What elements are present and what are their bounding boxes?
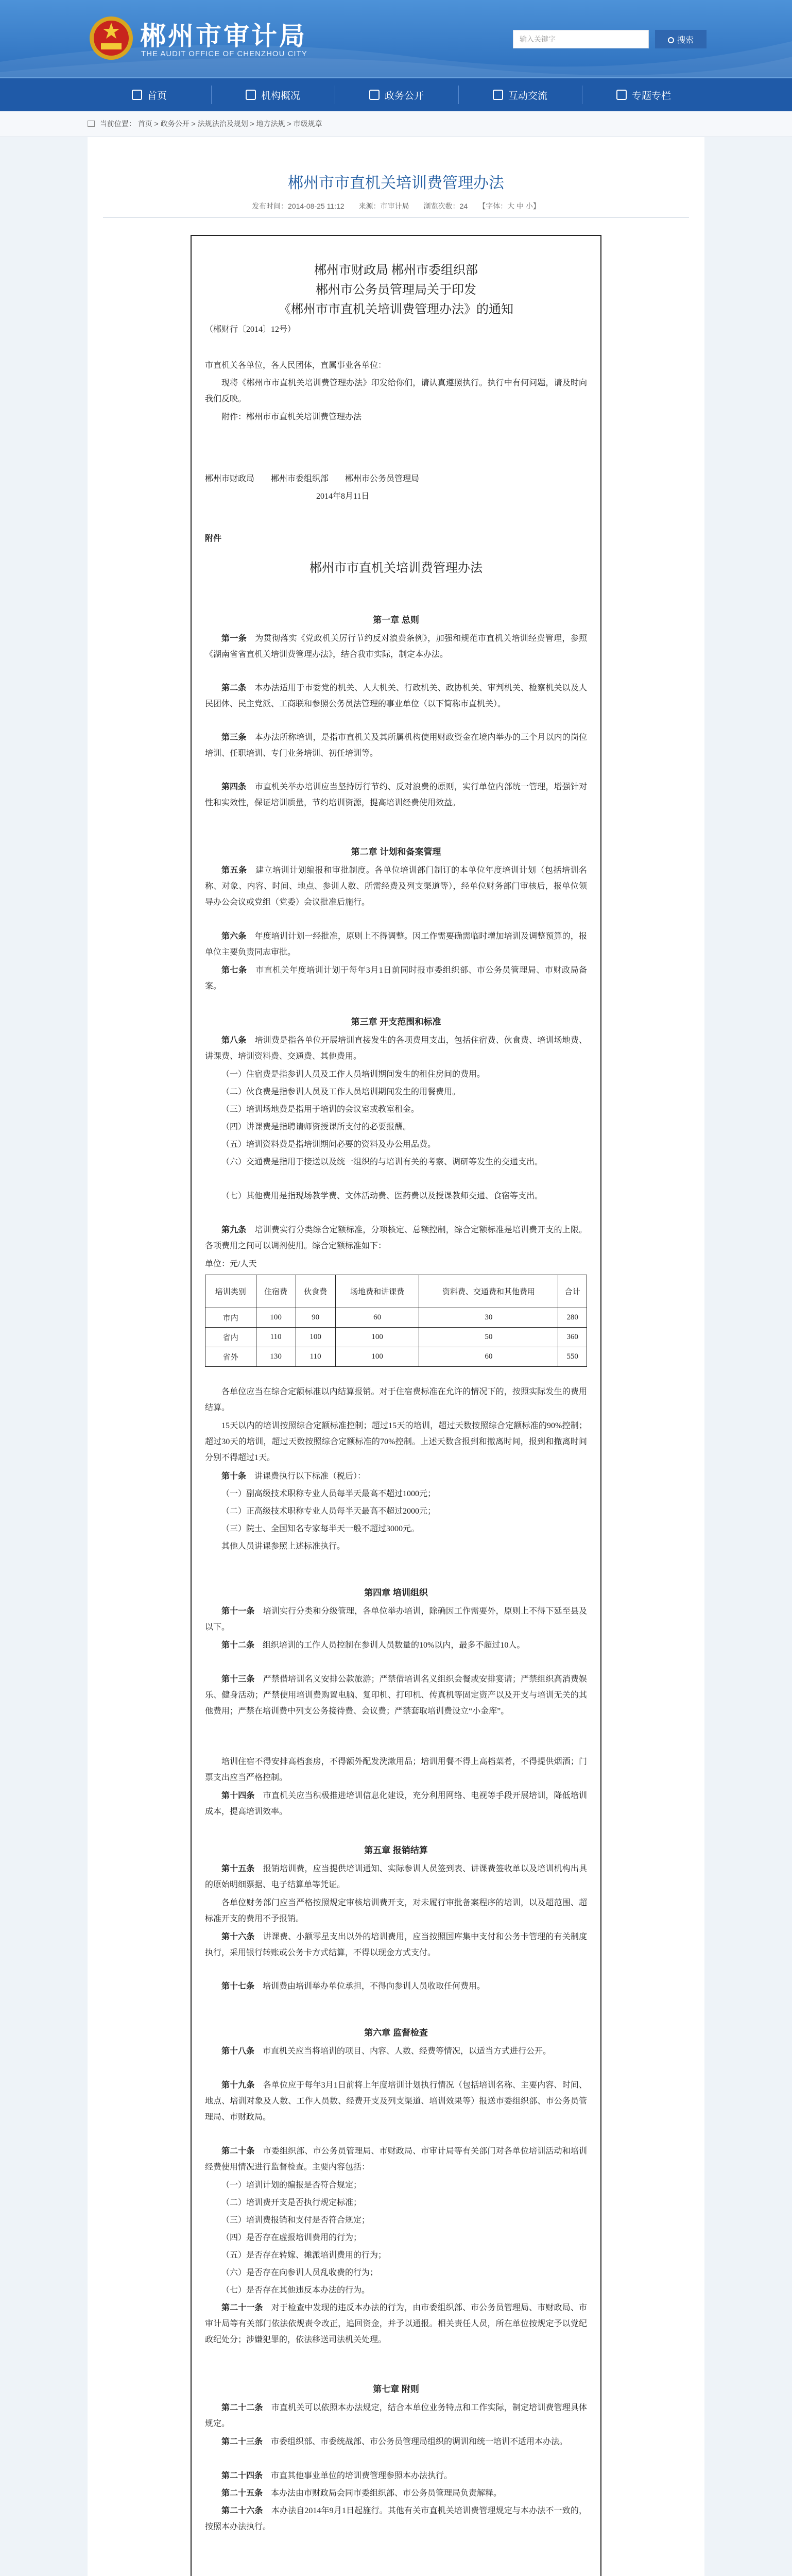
article-text: 市直机关应当将培训的项目、内容、人数、经费等情况，以适当方式进行公开。	[263, 2047, 552, 2056]
table-cell: 60	[419, 1347, 558, 1367]
article-paragraph	[205, 1222, 587, 1254]
article-text: 市直机关举办培训应当坚持厉行节约、反对浪费的原则，实行单位内部统一管理，增强针对性和实效性，保证培训质量，节约培训资源，提高培训经费使用效益。	[205, 783, 587, 807]
article-number: 第十四条	[221, 1791, 255, 1800]
chapter-heading: 第四章 培训组织	[364, 1588, 428, 1598]
table-cell: 280	[558, 1308, 587, 1328]
site-title[interactable]: 郴州市审计局	[140, 22, 307, 50]
nav-item-label: 专题专栏	[631, 90, 671, 101]
article-number: 第五条	[221, 866, 247, 875]
article-number: 第二十四条	[221, 2471, 263, 2480]
article-paragraph	[205, 1861, 587, 1893]
clause-item: （一）培训计划的编报是否符合规定；	[221, 2181, 362, 2190]
article-paragraph	[205, 2400, 587, 2432]
doc-head-line: 《郴州市市直机关培训费管理办法》的通知	[279, 303, 513, 316]
clause-item: （六）交通费是指用于接送以及统一组织的与培训有关的考察、调研等发生的交通支出。	[221, 1158, 543, 1166]
nav-item-interaction[interactable]	[458, 78, 582, 111]
search-input[interactable]: 输入关键字	[513, 30, 649, 48]
document-body	[191, 235, 601, 2576]
clause-item: （二）正高级技术职称专业人员每半天最高不超过2000元；	[221, 1507, 436, 1516]
table-header-cell: 场地费和讲课费	[335, 1275, 419, 1308]
clause-item: （一）住宿费是指参训人员及工作人员培训期间发生的租住房间的费用。	[221, 1070, 486, 1079]
article-text: 市直其他事业单位的培训费管理参照本办法执行。	[271, 2471, 453, 2480]
table-cell: 50	[419, 1328, 558, 1347]
article-number: 第二十五条	[221, 2489, 263, 2498]
table-header-cell: 住宿费	[256, 1275, 296, 1308]
article-text: 年度培训计划一经批准，原则上不得调整。因工作需要确需临时增加培训及调整预算的，报单位主要负责同志审批。	[205, 932, 587, 957]
article-text: 培训费实行分类综合定额标准，分项核定、总额控制，综合定额标准是培训费开支的上限。各项费用之间可以调剂使用。综合定额标准如下：	[205, 1226, 587, 1250]
article-paragraph	[205, 1032, 587, 1064]
divider	[103, 217, 689, 218]
article-number: 第二十三条	[221, 2437, 263, 2446]
table-cell: 110	[256, 1328, 296, 1347]
breadcrumb-link-local-rules[interactable]: 地方法规	[256, 120, 285, 128]
article-text: 市直机关年度培训计划于每年3月1日前同时报市委组织部、市公务员管理局、市财政局备案。	[205, 966, 587, 991]
search-button[interactable]	[655, 30, 707, 48]
table-cell: 省外	[205, 1347, 256, 1367]
breadcrumb-separator: >	[154, 120, 159, 128]
article-number: 第八条	[221, 1036, 247, 1045]
doc-signers: 郴州市财政局 郴州市委组织部 郴州市公务员管理局	[205, 474, 420, 483]
article-paragraph	[205, 1978, 587, 1994]
table-cell: 市内	[205, 1308, 256, 1328]
topic-icon	[616, 90, 627, 100]
nav-item-label: 首页	[147, 90, 167, 101]
article-container	[88, 137, 704, 2576]
org-icon	[246, 90, 256, 100]
table-header-cell: 合计	[558, 1275, 587, 1308]
article-number: 第六条	[221, 932, 247, 941]
article-text: 报销培训费，应当提供培训通知、实际参训人员签到表、讲课费签收单以及培训机构出具的原始明细票据、电子结算单等凭证。	[205, 1865, 587, 1889]
article-text: 为贯彻落实《党政机关厉行节约反对浪费条例》，加强和规范市直机关培训经费管理，参照《湖南省省直机关培训费管理办法》，结合我市实际，制定本办法。	[205, 634, 587, 659]
clause-item: （二）伙食费是指参训人员及工作人员培训期间发生的用餐费用。	[221, 1088, 461, 1096]
doc-head-line: 郴州市公务员管理局关于印发	[316, 283, 476, 297]
article-text: 对于检查中发现的违反本办法的行为，由市委组织部、市公务员管理局、市财政局、市审计局等有关部门依法依规责令改正，追回资金，并予以通报。相关责任人员，所在单位按规定予以党纪政纪处分；涉嫌犯罪的，依法移送司法机关处理。	[205, 2303, 587, 2344]
article-paragraph	[205, 962, 587, 994]
article-number: 第二十二条	[221, 2403, 263, 2412]
article-paragraph	[205, 2485, 587, 2501]
table-cell: 90	[296, 1308, 335, 1328]
article-paragraph	[205, 928, 587, 960]
chapter-heading: 第三章 开支范围和标准	[351, 1017, 441, 1027]
article-number: 第十八条	[221, 2047, 255, 2056]
clause-item: （四）讲课费是指聘请师资授课所支付的必要报酬。	[221, 1123, 411, 1131]
article-text: 市委组织部、市公务员管理局、市财政局、市审计局等有关部门对各单位培训活动和培训经费使用情况进行监督检查。主要内容包括：	[205, 2147, 587, 2172]
main-nav	[0, 77, 792, 111]
table-cell: 省内	[205, 1328, 256, 1347]
table-cell: 130	[256, 1347, 296, 1367]
article-text: 本办法所称培训，是指市直机关及其所属机构使用财政资金在境内举办的三个月以内的岗位培训、任职培训、专门业务培训、初任培训等。	[205, 733, 587, 758]
article-paragraph	[205, 1788, 587, 1820]
article-paragraph	[205, 631, 587, 663]
article-paragraph	[205, 1603, 587, 1635]
breadcrumb-separator: >	[287, 120, 291, 128]
breadcrumb-separator: >	[250, 120, 254, 128]
doc-paragraph: 各单位财务部门应当严格按照规定审核培训费开支，对未履行审批备案程序的培训，以及超范围、超标准开支的费用不予报销。	[205, 1899, 587, 1923]
article-text: 市直机关应当积极推进培训信息化建设，充分利用网络、电视等手段开展培训，降低培训成本，提高培训效率。	[205, 1791, 587, 1816]
article-text: 本办法由市财政局会同市委组织部、市公务员管理局负责解释。	[271, 2489, 502, 2498]
table-header-row	[205, 1275, 587, 1308]
fee-table	[205, 1275, 587, 1367]
chapter-heading: 第一章 总则	[373, 615, 419, 625]
attachment-title: 郴州市市直机关培训费管理办法	[309, 562, 483, 575]
article-text: 建立培训计划编报和审批制度。各单位培训部门制订的本单位年度培训计划（包括培训名称、对象、内容、时间、地点、参训人数、所需经费及列支渠道等），经单位财务部门审核后，报单位领导办公会议或党组（党委）会议批准后施行。	[205, 866, 587, 907]
clause-item: （二）培训费开支是否执行规定标准；	[221, 2198, 362, 2207]
article-number: 第七条	[221, 966, 247, 975]
clause-item: （三）培训场地费是指用于培训的会议室或教室租金。	[221, 1105, 420, 1114]
article-number: 第十一条	[221, 1607, 255, 1616]
article-paragraph	[205, 2503, 587, 2535]
article-number: 第十条	[221, 1472, 247, 1481]
clause-item: （四）是否存在虚报培训费用的行为；	[221, 2233, 362, 2242]
article-text: 讲课费执行以下标准（税后）：	[254, 1472, 366, 1481]
article-paragraph	[205, 730, 587, 761]
article-number: 第十六条	[221, 1933, 255, 1941]
doc-paragraph: 附件：郴州市市直机关培训费管理办法	[221, 413, 362, 421]
article-text: 市委组织部、市委统战部、市公务员管理局组织的调训和统一培训不适用本办法。	[271, 2437, 568, 2446]
doc-icon	[369, 90, 380, 100]
article-number: 第二条	[221, 684, 247, 692]
table-row	[205, 1308, 587, 1328]
article-paragraph	[205, 2143, 587, 2175]
clause-item: （三）院士、全国知名专家每半天一般不超过3000元。	[221, 1524, 420, 1533]
nav-item-label: 政务公开	[384, 90, 424, 101]
article-paragraph	[205, 2468, 587, 2484]
doc-head-line: 郴州市财政局 郴州市委组织部	[314, 264, 478, 277]
table-header-cell: 培训类别	[205, 1275, 256, 1308]
clause-item: （五）培训资料费是指培训期间必要的资料及办公用品费。	[221, 1140, 436, 1149]
article-text: 本办法适用于市委党的机关、人大机关、行政机关、政协机关、审判机关、检察机关以及人民团体、民主党派、工商联和参照公务员法管理的事业单位（以下简称市直机关）。	[205, 684, 587, 708]
table-header-cell: 伙食费	[296, 1275, 335, 1308]
article-number: 第十五条	[221, 1865, 255, 1873]
article-number: 第十九条	[221, 2081, 255, 2090]
site-subtitle: THE AUDIT OFFICE OF CHENZHOU CITY	[141, 49, 307, 58]
article-paragraph	[205, 2077, 587, 2125]
emblem-logo-icon[interactable]	[88, 14, 135, 62]
article-number: 第三条	[221, 733, 247, 742]
article-paragraph	[205, 779, 587, 811]
table-cell: 110	[296, 1347, 335, 1367]
article-paragraph	[205, 2300, 587, 2348]
nav-item-label: 机构概况	[261, 90, 300, 101]
doc-paragraph: 培训住宿不得安排高档套房，不得额外配发洗漱用品；培训用餐不得上高档菜肴，不得提供烟酒；门票支出应当严格控制。	[205, 1757, 587, 1782]
doc-paragraph: 各单位应当在综合定额标准以内结算报销。对于住宿费标准在允许的情况下的，按照实际发生的费用结算。	[205, 1387, 587, 1412]
search-icon	[668, 37, 674, 43]
article-number: 第九条	[221, 1226, 247, 1234]
location-icon	[88, 121, 95, 127]
doc-number: （郴财行〔2014〕12号）	[205, 325, 296, 334]
article-paragraph	[205, 1468, 587, 1484]
chapter-heading: 第七章 附则	[373, 2384, 419, 2394]
clause-item: （三）培训费报销和支付是否符合规定；	[221, 2216, 370, 2225]
nav-item-gov-open[interactable]	[335, 78, 458, 111]
table-cell: 360	[558, 1328, 587, 1347]
article-number: 第一条	[221, 634, 247, 643]
nav-item-home[interactable]	[88, 78, 211, 111]
home-icon	[132, 90, 142, 100]
clause-item: （一）副高级技术职称专业人员每半天最高不超过1000元；	[221, 1489, 436, 1498]
article-number: 第二十一条	[221, 2303, 263, 2312]
nav-item-org[interactable]	[211, 78, 335, 111]
article-text: 培训费由培训举办单位承担，不得向参训人员收取任何费用。	[263, 1982, 486, 1991]
article-text: 本办法自2014年9月1日起施行。其他有关市直机关培训费管理规定与本办法不一致的，按照本办法执行。	[205, 2506, 587, 2531]
doc-addressee: 市直机关各单位，各人民团体，直属事业各单位：	[205, 361, 387, 370]
breadcrumb-separator: >	[191, 120, 196, 128]
article-paragraph	[205, 862, 587, 910]
table-cell: 30	[419, 1308, 558, 1328]
table-row	[205, 1328, 587, 1347]
table-cell: 550	[558, 1347, 587, 1367]
breadcrumb-link-gov-open[interactable]: 政务公开	[160, 120, 190, 128]
page-title: 郴州市市直机关培训费管理办法	[288, 175, 504, 192]
clause-item: （六）是否存在向参训人员乱收费的行为；	[221, 2268, 378, 2277]
article-paragraph	[205, 1671, 587, 1719]
article-text: 各单位应于每年3月1日前将上年度培训计划执行情况（包括培训名称、主要内容、时间、地点、培训对象及人数、工作人员数、经费开支及列支渠道、培训效果等）报送市委组织部、市公务员管理局、市财政局。	[205, 2081, 587, 2122]
article-number: 第十七条	[221, 1982, 255, 1991]
article-number: 第四条	[221, 783, 247, 791]
article-text: 培训费是指各单位开展培训直接发生的各项费用支出，包括住宿费、伙食费、培训场地费、讲课费、培训资料费、交通费、其他费用。	[205, 1036, 587, 1061]
article-paragraph	[205, 1929, 587, 1961]
article-meta: 发布时间：2014-08-25 11:12 来源：市审计局 浏览次数：24 【字体：大 中 小】	[252, 202, 540, 210]
doc-paragraph: 其他人员讲课参照上述标准执行。	[221, 1542, 346, 1551]
breadcrumb-link-home[interactable]: 首页	[137, 120, 152, 128]
table-header-cell: 资料费、交通费和其他费用	[419, 1275, 558, 1308]
clause-item: （七）是否存在其他违反本办法的行为。	[221, 2286, 370, 2295]
article-number: 第二十六条	[221, 2506, 263, 2515]
article-number: 第二十条	[221, 2147, 255, 2156]
chapter-heading: 第二章 计划和备案管理	[351, 847, 441, 857]
breadcrumb-link-city-rules[interactable]: 市级规章	[293, 120, 322, 128]
chapter-heading: 第五章 报销结算	[364, 1845, 428, 1855]
breadcrumb	[0, 111, 792, 137]
article-text: 讲课费、小额零星支出以外的培训费用，应当按照国库集中支付和公务卡管理的有关制度执行，采用银行转账或公务卡方式结算，不得以现金方式支付。	[205, 1933, 587, 1957]
table-cell: 100	[296, 1328, 335, 1347]
article-text: 培训实行分类和分级管理，各单位举办培训，除确因工作需要外，原则上不得下延至县及以下。	[205, 1607, 587, 1632]
table-cell: 60	[335, 1308, 419, 1328]
clause-item: （七）其他费用是指现场教学费、文体活动费、医药费以及授课教师交通、食宿等支出。	[221, 1192, 543, 1200]
chapter-heading: 第六章 监督检查	[364, 2028, 428, 2038]
article-paragraph	[205, 2434, 587, 2450]
table-cell: 100	[335, 1347, 419, 1367]
doc-sign-date: 2014年8月11日	[316, 492, 370, 501]
search-button-label: 搜索	[677, 36, 694, 45]
breadcrumb-link-regulations[interactable]: 法规法治及规划	[197, 120, 248, 128]
article-text: 组织培训的工作人员控制在参训人员数量的10%以内，最多不超过10人。	[263, 1641, 525, 1650]
article-text: 市直机关可以依照本办法规定，结合本单位业务特点和工作实际，制定培训费管理具体规定。	[205, 2403, 587, 2428]
article-number: 第十三条	[221, 1675, 255, 1684]
table-cell: 100	[335, 1328, 419, 1347]
doc-paragraph: 15天以内的培训按照综合定额标准控制；超过15天的培训，超过天数按照综合定额标准的90%控制；超过30天的培训，超过天数按照综合定额标准的70%控制。上述天数含报到和撤离时间，报到和撤离时间分别不得超过1天。	[205, 1421, 587, 1462]
nav-item-label: 互动交流	[508, 90, 547, 101]
table-row	[205, 1347, 587, 1367]
article-text: 严禁借培训名义安排公款旅游；严禁借培训名义组织会餐或安排宴请；严禁组织高消费娱乐、健身活动；严禁使用培训费购置电脑、复印机、打印机、传真机等固定资产以及开支与培训无关的其他费用；严禁在培训费中列支公务接待费、会议费；严禁套取培训费设立“小金库”。	[205, 1675, 587, 1716]
breadcrumb-prefix: 当前位置：	[99, 120, 136, 128]
clause-item: （五）是否存在转嫁、摊派培训费用的行为；	[221, 2251, 387, 2260]
article-paragraph	[205, 1637, 587, 1653]
doc-paragraph: 现将《郴州市市直机关培训费管理办法》印发给你们，请认真遵照执行。执行中有何问题，请及时向我们反映。	[205, 379, 587, 403]
table-unit: 单位：元/人天	[205, 1260, 257, 1268]
chat-icon	[493, 90, 503, 100]
table-cell: 100	[256, 1308, 296, 1328]
attachment-label: 附件	[205, 534, 222, 543]
nav-item-topics[interactable]	[582, 78, 705, 111]
site-header	[0, 0, 792, 77]
article-paragraph	[205, 2043, 587, 2059]
article-number: 第十二条	[221, 1641, 255, 1650]
article-paragraph	[205, 680, 587, 712]
